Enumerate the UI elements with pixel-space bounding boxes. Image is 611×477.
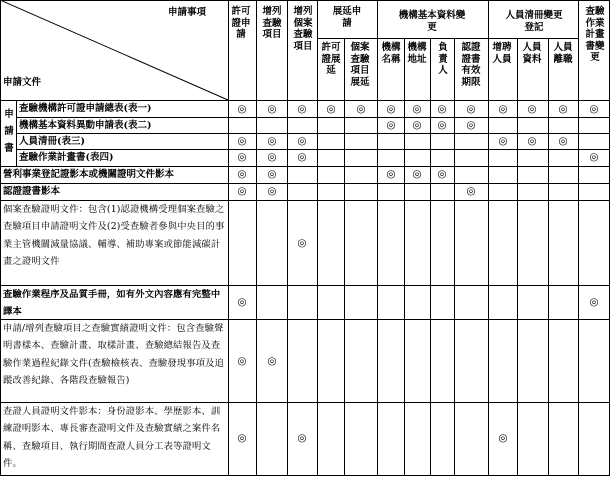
row-label: 認證證書影本 — [3, 186, 61, 197]
required-mark: ◎ — [237, 296, 247, 308]
required-mark: ◎ — [412, 168, 422, 180]
required-mark: ◎ — [498, 103, 508, 115]
sub-extend-case-header: 個案查驗項目展延 — [350, 42, 370, 88]
group-basic-header: 機構基本資料變更 — [398, 10, 466, 33]
row-label: 查驗機構許可證申請總表(表一) — [19, 103, 152, 114]
required-mark: ◎ — [386, 168, 396, 180]
required-mark: ◎ — [412, 103, 422, 115]
row-label: 營利事業登記證影本或機關證明文件影本 — [3, 169, 175, 180]
required-mark: ◎ — [267, 151, 277, 163]
required-mark: ◎ — [267, 355, 277, 367]
required-mark: ◎ — [498, 432, 508, 444]
row-label: 申請/增列查驗項目之查驗實績證明文件：包含查驗聲明書樣本、查驗計畫、取樣計畫、查驗總結報告及查驗作業過程紀錄文件(查驗檢核表、查驗發現事項及追蹤改善紀錄、各階段查驗報告) — [3, 323, 225, 387]
required-mark: ◎ — [356, 103, 366, 115]
row-label: 查驗作業程序及品質手冊，如有外文內容應有完整中譯本 — [3, 289, 221, 318]
required-mark: ◎ — [466, 185, 476, 197]
required-mark: ◎ — [589, 296, 599, 308]
sub-extend-permit-header: 許可證展延 — [321, 42, 341, 76]
required-mark: ◎ — [558, 103, 568, 115]
required-mark: ◎ — [237, 432, 247, 444]
required-mark: ◎ — [267, 168, 277, 180]
corner-top-label: 申請事項 — [168, 7, 207, 18]
required-mark: ◎ — [466, 119, 476, 131]
required-mark: ◎ — [412, 119, 422, 131]
col-plan-change-header: 查驗作業計畫書變更 — [585, 6, 605, 63]
row-label: 查驗作業計畫書(表四) — [19, 152, 114, 163]
col-add-item-header: 增列查驗項目 — [262, 6, 282, 40]
sub-address-header: 機構地址 — [407, 42, 427, 65]
row-label: 個案查驗證明文件：包含(1)認證機構受理個案查驗之查驗項目申請證明文件及(2)受查驗者參與中央目的事業主管機關減量協議、輔導、補助專案或節能減碳計畫之證明文件 — [3, 204, 225, 268]
required-mark: ◎ — [386, 103, 396, 115]
required-mark: ◎ — [558, 135, 568, 147]
required-mark: ◎ — [297, 432, 307, 444]
sub-responsible-header: 負責人 — [438, 42, 448, 76]
row-label: 人員清冊(表三) — [19, 136, 85, 147]
required-mark: ◎ — [527, 103, 537, 115]
required-mark: ◎ — [267, 185, 277, 197]
required-mark: ◎ — [237, 168, 247, 180]
group-staff-header: 人員清冊變更登記 — [505, 10, 563, 33]
row-label: 查證人員證明文件影本：身份證影本、學歷影本、訓練證明影本、專長審查證明文件及查驗實績之案件名稱、查驗項目、執行期間查證人員分工表等證明文件。 — [3, 406, 221, 470]
required-mark: ◎ — [267, 103, 277, 115]
sub-name-header: 機構名稱 — [381, 42, 401, 65]
col-permit-header: 許可證申請 — [231, 6, 251, 40]
required-mark: ◎ — [437, 103, 447, 115]
required-mark: ◎ — [386, 119, 396, 131]
required-mark: ◎ — [498, 135, 508, 147]
required-mark: ◎ — [237, 355, 247, 367]
required-mark: ◎ — [466, 103, 476, 115]
required-mark: ◎ — [589, 151, 599, 163]
sub-staff-data-header: 人員資料 — [522, 42, 542, 65]
required-mark: ◎ — [527, 135, 537, 147]
row-label: 機構基本資料異動申請表(表二) — [19, 120, 152, 131]
required-mark: ◎ — [297, 103, 307, 115]
required-mark: ◎ — [297, 237, 307, 249]
required-mark: ◎ — [297, 135, 307, 147]
sub-resign-header: 人員離職 — [553, 42, 573, 65]
col-add-case-header: 增列個案查驗項目 — [293, 6, 313, 52]
required-mark: ◎ — [589, 103, 599, 115]
required-mark: ◎ — [237, 185, 247, 197]
required-mark: ◎ — [237, 103, 247, 115]
sub-hire-header: 增聘人員 — [492, 42, 512, 65]
required-mark: ◎ — [237, 151, 247, 163]
required-mark: ◎ — [267, 135, 277, 147]
required-mark: ◎ — [437, 168, 447, 180]
group-extend-header: 展延申請 — [332, 6, 362, 29]
corner-bottom-label: 申請文件 — [3, 77, 42, 88]
required-mark: ◎ — [437, 119, 447, 131]
application-form-side-label: 申請書 — [4, 109, 14, 154]
required-mark: ◎ — [297, 151, 307, 163]
sub-cert-valid-header: 認證證書有效期限 — [461, 42, 481, 88]
required-mark: ◎ — [326, 103, 336, 115]
required-mark: ◎ — [237, 135, 247, 147]
